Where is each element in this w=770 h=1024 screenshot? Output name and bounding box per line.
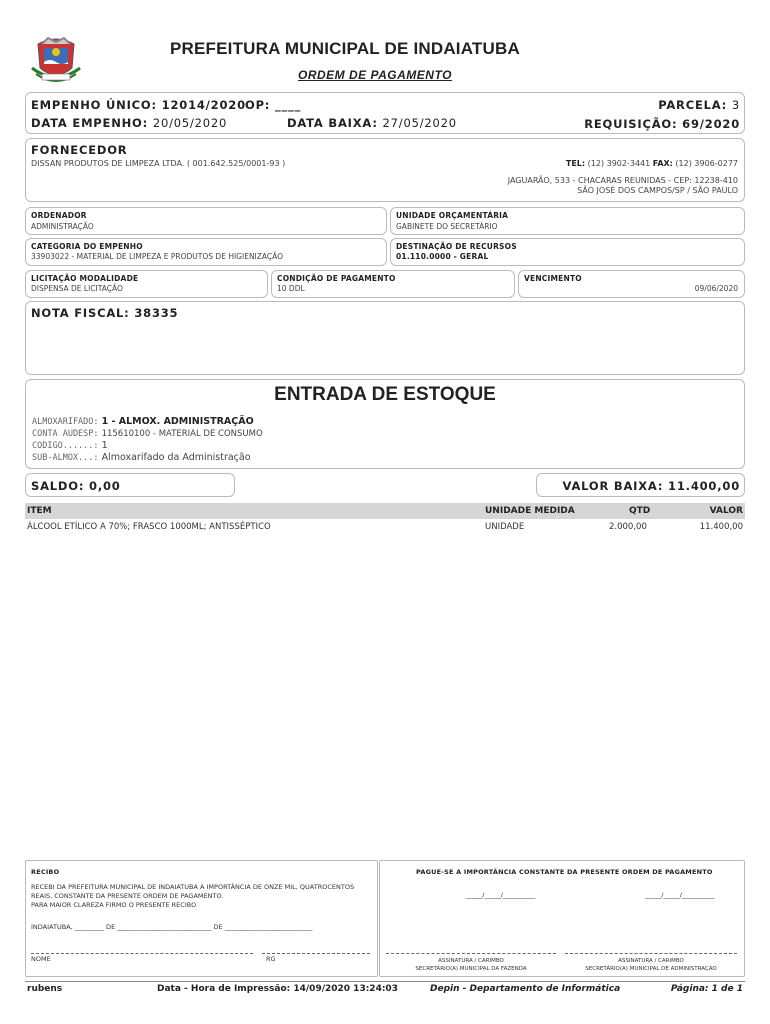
data-baixa-value: 27/05/2020 [382, 116, 457, 130]
row-valor: 11.400,00 [699, 522, 743, 532]
unidade-label: UNIDADE ORÇAMENTÁRIA [396, 211, 509, 220]
sig1-caption [386, 957, 556, 973]
unidade-value: GABINETE DO SECRETÁRIO [396, 222, 498, 231]
recibo-place-line: INDAIATUBA, _________ DE _____________________________ DE ___________________________ [31, 923, 313, 931]
conta-label: CONTA AUDESP: [32, 429, 99, 439]
condicao-label: CONDIÇÃO DE PAGAMENTO [277, 274, 396, 283]
condicao-value: 10 DDL [277, 284, 305, 293]
sig2-line1: ASSINATURA / CARIMBO [618, 958, 684, 964]
parcela [658, 98, 740, 112]
fornecedor-address1: JAGUARÃO, 533 - CHACARAS REUNIDAS - CEP: 12238-410 [507, 176, 738, 185]
th-item: ITEM [27, 506, 52, 516]
nota-fiscal: NOTA FISCAL: 38335 [31, 306, 179, 320]
row-item: ÁLCOOL ETÍLICO A 70%; FRASCO 1000ML; ANTISSÉPTICO [27, 522, 271, 532]
categoria-label: CATEGORIA DO EMPENHO [31, 242, 143, 251]
fornecedor-phone [566, 159, 738, 168]
data-empenho-label: DATA EMPENHO: [31, 116, 149, 130]
categoria-value: 33903022 - MATERIAL DE LIMPEZA E PRODUTOS DE HIGIENIZAÇÃO [31, 252, 284, 261]
recibo-text [31, 883, 354, 910]
estoque-title: ENTRADA DE ESTOQUE [274, 384, 496, 405]
footer-user: rubens [27, 984, 63, 994]
sig2-line [565, 953, 737, 954]
recibo-text-line3: PARA MAIOR CLAREZA FIRMO O PRESENTE RECIBO [31, 901, 197, 909]
requisicao: REQUISIÇÃO: 69/2020 [584, 117, 740, 131]
empenho-label: EMPENHO ÚNICO: 12014/2020 [31, 98, 246, 112]
date-blank-1: _____/_____/__________ [466, 891, 536, 899]
footer-dept: Depin - Departamento de Informática [430, 984, 621, 994]
nome-signature-line [31, 953, 253, 954]
tel-value: (12) 3902-3441 [587, 159, 651, 168]
sub-almox-value: Almoxarifado da Administração [101, 452, 251, 463]
fornecedor-label: FORNECEDOR [31, 143, 128, 157]
data-baixa-label: DATA BAIXA: [287, 116, 378, 130]
row-qtd: 2.000,00 [609, 522, 647, 532]
footer-divider [25, 981, 745, 982]
row-unidade: UNIDADE [485, 522, 525, 532]
parcela-value: 3 [731, 98, 740, 112]
date-blank-2: _____/_____/__________ [645, 891, 715, 899]
recibo-text-line1: RECEBI DA PREFEITURA MUNICIPAL DE INDAIATUBA A IMPORTÂNCIA DE ONZE MIL, QUATROCENTOS [31, 883, 355, 891]
destinacao-label: DESTINAÇÃO DE RECURSOS [396, 242, 517, 251]
almox-label: ALMOXARIFADO: [32, 417, 99, 427]
data-empenho-value: 20/05/2020 [152, 116, 228, 130]
parcela-label: PARCELA: [658, 98, 728, 112]
ordenador-value: ADMINISTRAÇÃO [31, 222, 94, 231]
conta-value: 115610100 - MATERIAL DE CONSUMO [101, 429, 263, 439]
almox-value: 1 - ALMOX. ADMINISTRAÇÃO [101, 416, 254, 427]
vencimento-value: 09/06/2020 [694, 284, 738, 293]
fornecedor-address2: SÃO JOSÉ DOS CAMPOS/SP / SÃO PAULO [577, 186, 738, 195]
footer-page: Página: 1 de 1 [670, 984, 743, 994]
rg-label: RG [266, 955, 276, 963]
data-empenho [31, 116, 227, 130]
sig1-line2: SECRETÁRIO(A) MUNICIPAL DA FAZENDA [415, 966, 527, 972]
sig1-line1: ASSINATURA / CARIMBO [438, 958, 504, 964]
fornecedor-name: DISSAN PRODUTOS DE LIMPEZA LTDA. ( 001.642.525/0001-93 ) [31, 159, 286, 168]
sig2-caption [565, 957, 737, 973]
tel-label: TEL: [565, 159, 586, 168]
th-qtd: QTD [629, 506, 651, 516]
licitacao-value: DISPENSA DE LICITAÇÃO [31, 284, 123, 293]
th-unidade: UNIDADE MEDIDA [485, 506, 575, 516]
data-baixa [287, 116, 457, 130]
page-title: PREFEITURA MUNICIPAL DE INDAIATUBA [170, 39, 520, 58]
op-label: OP: ____ [245, 98, 302, 112]
sub-almox-label: SUB-ALMOX...: [32, 453, 99, 463]
recibo-label: RECIBO [31, 868, 60, 876]
pague-label: PAGUE-SE A IMPORTÂNCIA CONSTANTE DA PRESENTE ORDEM DE PAGAMENTO [416, 868, 713, 876]
items-table-header [25, 503, 745, 519]
fax-label: FAX: [652, 159, 673, 168]
th-valor: VALOR [709, 506, 743, 516]
vencimento-label: VENCIMENTO [524, 274, 582, 283]
destinacao-value: 01.110.0000 - GERAL [396, 252, 489, 261]
valor-baixa: VALOR BAIXA: 11.400,00 [562, 479, 740, 493]
licitacao-label: LICITAÇÃO MODALIDADE [31, 274, 139, 283]
fax-value: (12) 3906-0277 [675, 159, 738, 168]
estoque-details [32, 416, 263, 464]
city-crest-logo [28, 34, 84, 88]
recibo-text-line2: REAIS, CONSTANTE DA PRESENTE ORDEM DE PAGAMENTO. [31, 892, 224, 900]
sig1-line [386, 953, 556, 954]
footer-print-time: Data - Hora de Impressão: 14/09/2020 13:24:03 [157, 984, 398, 994]
codigo-label: CODIGO......: [32, 441, 99, 451]
ordenador-label: ORDENADOR [31, 211, 87, 220]
recibo-box [25, 860, 378, 977]
saldo: SALDO: 0,00 [31, 479, 121, 493]
nome-label: NOME [31, 955, 51, 963]
rg-signature-line [262, 953, 370, 954]
sig2-line2: SECRETÁRIO(A) MUNICIPAL DE ADMINISTRAÇÃO [585, 966, 717, 972]
codigo-value: 1 [101, 440, 108, 451]
document-subtitle: ORDEM DE PAGAMENTO [298, 68, 452, 82]
